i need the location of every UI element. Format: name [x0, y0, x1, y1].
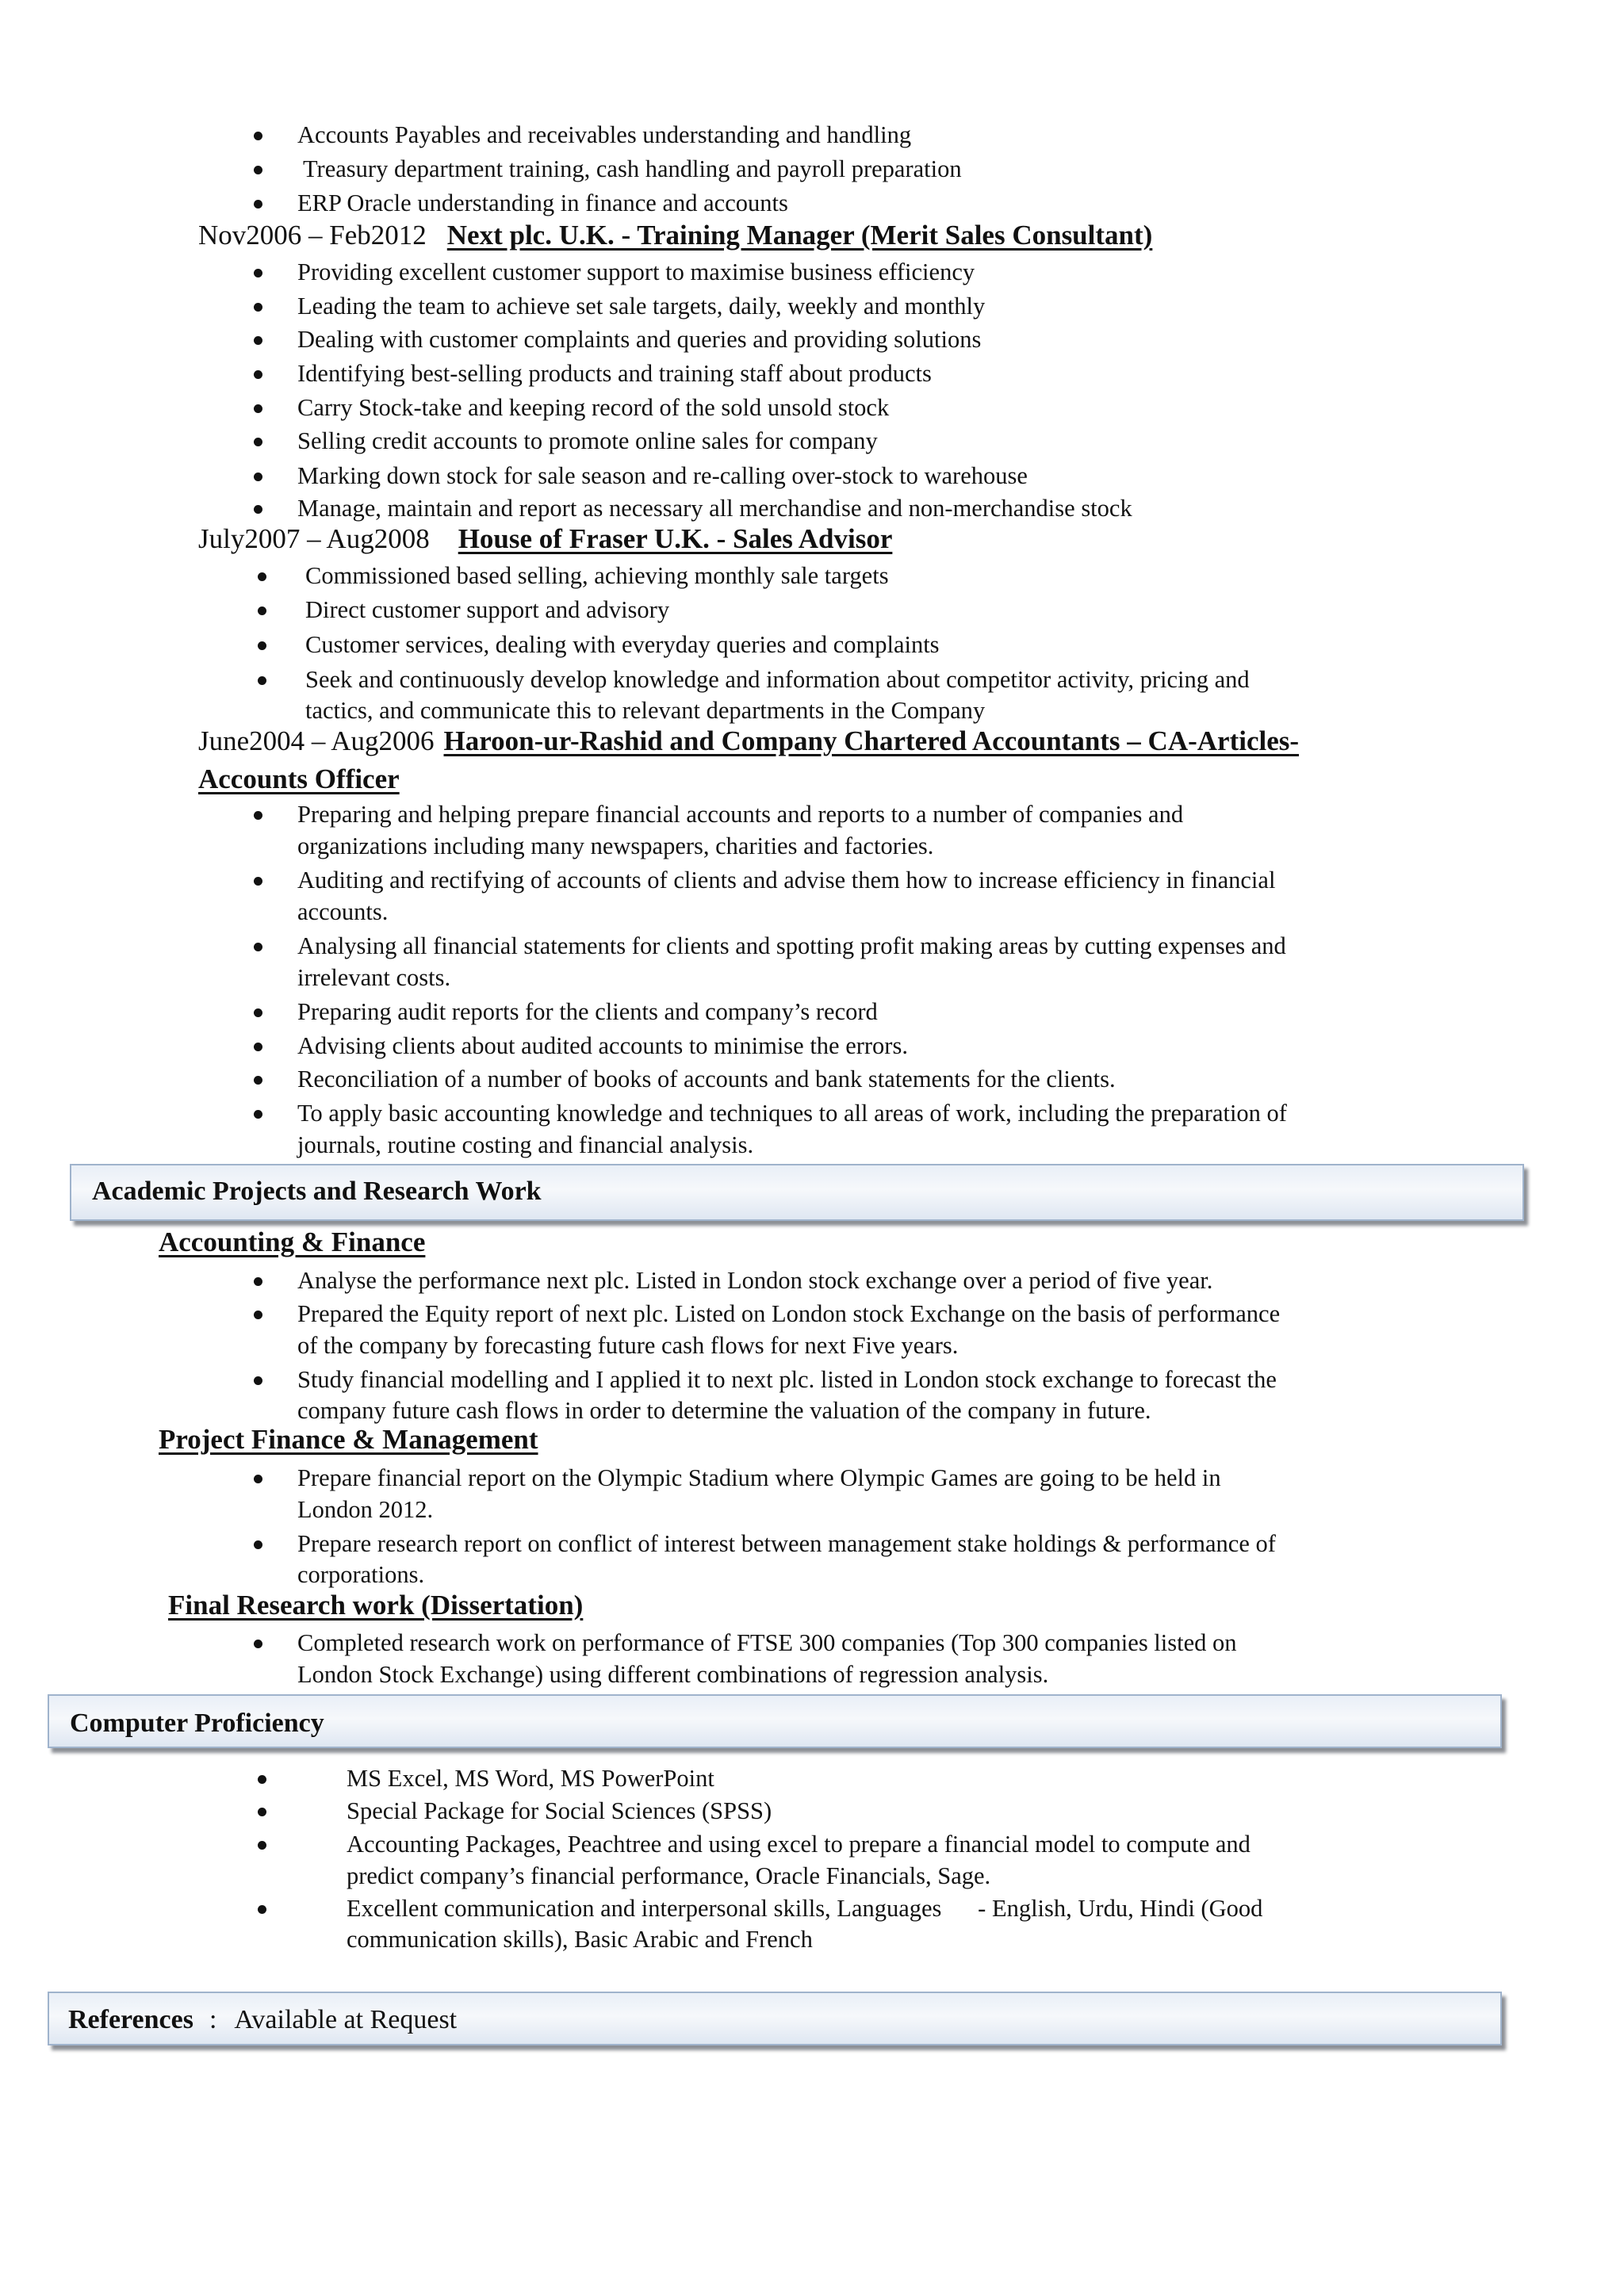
bullet-icon — [254, 1311, 262, 1319]
list-item: MS Excel, MS Word, MS PowerPoint — [347, 1765, 714, 1792]
list-item: Analysing all financial statements for clients and spotting profit making areas by cutting expenses and — [297, 932, 1286, 959]
list-item-continuation: tactics, and communicate this to relevant departments in the Company — [305, 697, 986, 724]
list-item: ERP Oracle understanding in finance and accounts — [297, 189, 788, 216]
bullet-icon — [254, 269, 262, 277]
references-value: Available at Request — [234, 2005, 458, 2034]
list-item: Prepare research report on conflict of interest between management stake holdings & performance of — [297, 1530, 1276, 1557]
bullet-icon — [254, 505, 262, 514]
bullet-icon — [254, 336, 262, 345]
bullet-icon — [254, 370, 262, 379]
bullet-icon — [254, 473, 262, 481]
section-title: Academic Projects and Research Work — [92, 1177, 542, 1206]
list-item: Reconciliation of a number of books of accounts and bank statements for the clients. — [297, 1066, 1116, 1093]
bullet-icon — [254, 1376, 262, 1385]
list-item-continuation: organizations including many newspapers, charities and factories. — [297, 832, 934, 859]
references-line — [68, 2005, 457, 2035]
list-item-continuation: company future cash flows in order to determine the valuation of the company in future. — [297, 1397, 1151, 1424]
subsection-title: Final Research work (Dissertation) — [168, 1590, 584, 1621]
bullet-icon — [258, 1808, 266, 1816]
job-heading — [198, 725, 1299, 758]
references-separator: : — [209, 2005, 217, 2034]
job-company: House of Fraser U.K. - Sales Advisor — [458, 523, 893, 554]
list-item: Identifying best-selling products and training staff about products — [297, 360, 932, 387]
list-item: Commissioned based selling, achieving monthly sale targets — [305, 562, 889, 589]
bullet-icon — [254, 1076, 262, 1085]
list-item: Study financial modelling and I applied it to next plc. listed in London stock exchange to forecast the — [297, 1366, 1277, 1393]
bullet-icon — [254, 438, 262, 446]
bullet-icon — [254, 1640, 262, 1648]
job-heading — [198, 219, 1152, 252]
list-item: Advising clients about audited accounts to minimise the errors. — [297, 1032, 908, 1059]
list-item-continuation: journals, routine costing and financial analysis. — [297, 1131, 754, 1158]
bullet-icon — [254, 1277, 262, 1286]
job-company: Next plc. U.K. - Training Manager (Merit Sales Consultant) — [446, 220, 1153, 251]
list-item: Excellent communication and interpersonal skills, Languages - English, Urdu, Hindi (Good — [347, 1895, 1263, 1922]
list-item: Treasury department training, cash handling and payroll preparation — [303, 155, 962, 182]
list-item: Leading the team to achieve set sale targets, daily, weekly and monthly — [297, 293, 986, 320]
bullet-icon — [258, 641, 266, 650]
job-heading — [198, 522, 892, 556]
list-item-continuation: predict company’s financial performance, Oracle Financials, Sage. — [347, 1862, 991, 1889]
list-item-continuation: London Stock Exchange) using different combinations of regression analysis. — [297, 1661, 1049, 1688]
list-item: Selling credit accounts to promote online sales for company — [297, 427, 878, 454]
job-dates: Nov2006 – Feb2012 — [198, 220, 427, 251]
list-item: Preparing and helping prepare financial accounts and reports to a number of companies and — [297, 801, 1184, 828]
bullet-icon — [258, 676, 266, 685]
subsection-title: Accounting & Finance — [159, 1226, 426, 1257]
list-item: Seek and continuously develop knowledge and information about competitor activity, pricing and — [305, 666, 1250, 693]
subsection-title: Project Finance & Management — [159, 1424, 538, 1455]
list-item: Accounting Packages, Peachtree and using excel to prepare a financial model to compute and — [347, 1831, 1251, 1858]
bullet-icon — [258, 572, 266, 581]
bullet-icon — [258, 607, 266, 615]
list-item-continuation: London 2012. — [297, 1496, 434, 1523]
bullet-icon — [254, 303, 262, 312]
bullet-icon — [254, 1540, 262, 1549]
job-dates: June2004 – Aug2006 — [198, 725, 435, 756]
bullet-icon — [254, 811, 262, 820]
bullet-icon — [258, 1841, 266, 1850]
bullet-icon — [254, 1043, 262, 1051]
section-header-computer — [48, 1694, 1502, 1748]
bullet-icon — [254, 943, 262, 951]
job-company: Haroon-ur-Rashid and Company Chartered Accountants – CA-Articles- — [443, 725, 1300, 756]
list-item: To apply basic accounting knowledge and techniques to all areas of work, including the preparation of — [297, 1100, 1287, 1127]
list-item-continuation: irrelevant costs. — [297, 964, 451, 991]
list-item: Customer services, dealing with everyday queries and complaints — [305, 631, 940, 658]
bullet-icon — [258, 1905, 266, 1914]
list-item: Prepare financial report on the Olympic Stadium where Olympic Games are going to be held in — [297, 1464, 1221, 1491]
job-dates: July2007 – Aug2008 — [198, 523, 430, 554]
list-item: Manage, maintain and report as necessary all merchandise and non-merchandise stock — [297, 495, 1132, 522]
bullet-icon — [254, 1110, 262, 1119]
list-item: Carry Stock-take and keeping record of the sold unsold stock — [297, 394, 890, 421]
list-item-continuation: corporations. — [297, 1561, 425, 1588]
bullet-icon — [254, 1475, 262, 1483]
list-item-continuation: accounts. — [297, 898, 389, 925]
bullet-icon — [254, 877, 262, 886]
job-company-line2: Accounts Officer — [198, 763, 400, 794]
list-item: Dealing with customer complaints and queries and providing solutions — [297, 326, 982, 353]
list-item: Analyse the performance next plc. Listed in London stock exchange over a period of five year. — [297, 1267, 1213, 1294]
bullet-icon — [254, 200, 262, 209]
list-item-continuation: communication skills), Basic Arabic and French — [347, 1926, 813, 1953]
list-item: Completed research work on performance of FTSE 300 companies (Top 300 companies listed on — [297, 1629, 1237, 1656]
bullet-icon — [254, 404, 262, 413]
list-item: Providing excellent customer support to maximise business efficiency — [297, 258, 975, 285]
list-item-continuation: of the company by forecasting future cash flows for next Five years. — [297, 1332, 959, 1359]
bullet-icon — [258, 1775, 266, 1784]
list-item: Special Package for Social Sciences (SPSS) — [347, 1797, 772, 1824]
references-label: References — [68, 2005, 193, 2034]
list-item: Preparing audit reports for the clients and company’s record — [297, 998, 878, 1025]
bullet-icon — [254, 1008, 262, 1017]
list-item: Direct customer support and advisory — [305, 596, 670, 623]
list-item: Prepared the Equity report of next plc. Listed on London stock Exchange on the basis of performance — [297, 1300, 1281, 1327]
bullet-icon — [254, 166, 262, 174]
section-header-references — [48, 1992, 1502, 2045]
bullet-icon — [254, 132, 262, 140]
section-title: Computer Proficiency — [70, 1709, 324, 1738]
list-item: Accounts Payables and receivables understanding and handling — [297, 121, 912, 148]
list-item: Auditing and rectifying of accounts of clients and advise them how to increase efficiency in financial — [297, 867, 1276, 894]
section-header-academic — [70, 1164, 1524, 1221]
list-item: Marking down stock for sale season and re-calling over-stock to warehouse — [297, 462, 1028, 489]
